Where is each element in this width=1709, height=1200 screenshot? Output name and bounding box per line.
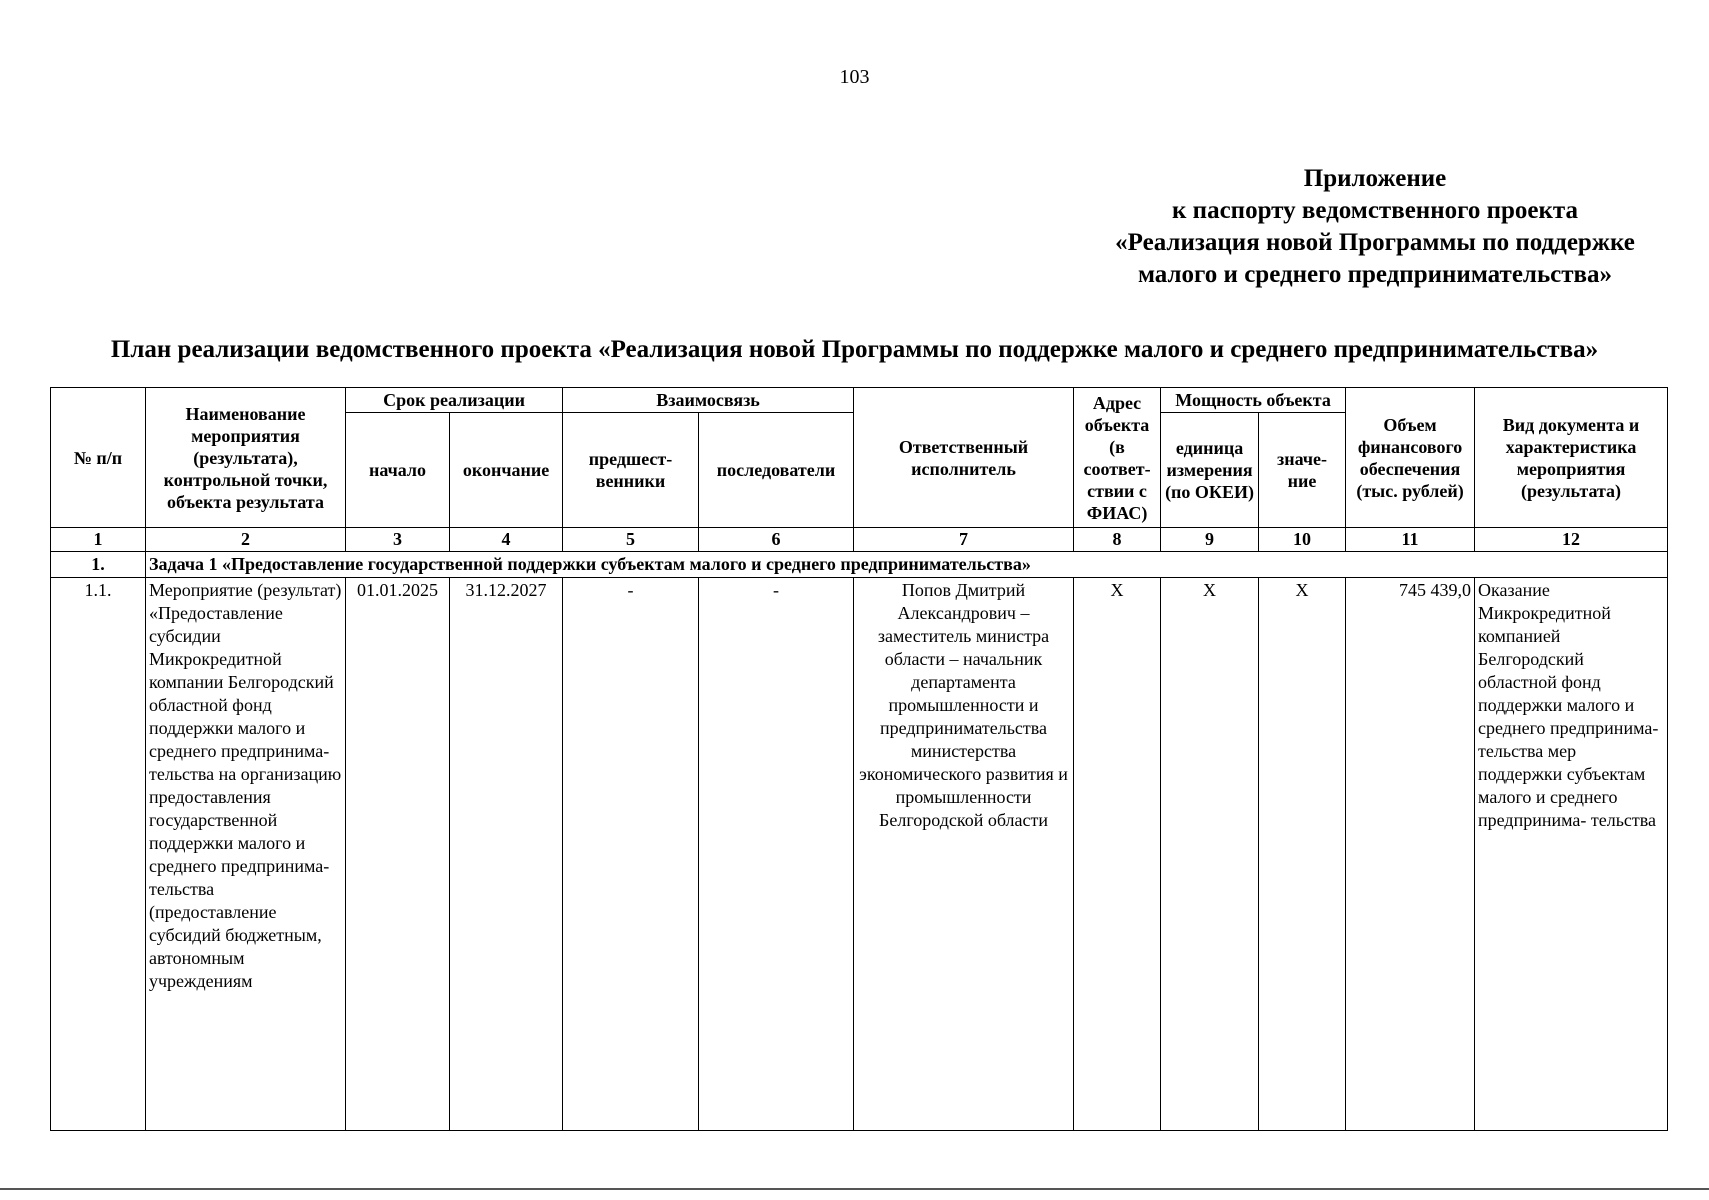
- plan-title: План реализации ведомственного проекта «Реализация новой Программы по поддержке малого и среднего предпринимательства»: [110, 336, 1599, 363]
- page-edge-line: [0, 1188, 1709, 1190]
- task-number: 1.: [51, 552, 146, 578]
- header-term-end: окончание: [450, 413, 563, 528]
- header-relation: Взаимосвязь: [563, 388, 854, 413]
- column-number: 4: [450, 528, 563, 552]
- appendix-line: малого и среднего предпринимательства»: [1137, 261, 1613, 288]
- header-predecessors: предшест- венники: [563, 413, 699, 528]
- column-number: 8: [1074, 528, 1161, 552]
- header-responsible: Ответственный исполнитель: [854, 388, 1074, 528]
- appendix-line: Приложение: [1303, 165, 1447, 192]
- task-title: Задача 1 «Предоставление государственной поддержки субъектам малого и среднего предпринимательства»: [146, 552, 1668, 578]
- column-number: 9: [1161, 528, 1259, 552]
- item-doc-type: Оказание Микрокредитной компанией Белгородский областной фонд поддержки малого и среднего предпринима- тельства мер поддержки субъектам малого и среднего предпринима- тельства: [1475, 578, 1668, 1131]
- table-row: [51, 578, 1668, 1131]
- column-number: 3: [346, 528, 450, 552]
- item-predecessors: -: [563, 578, 699, 1131]
- item-number: 1.1.: [51, 578, 146, 1131]
- item-value: X: [1259, 578, 1346, 1131]
- column-number: 5: [563, 528, 699, 552]
- header-unit: единица измерения (по ОКЕИ): [1161, 413, 1259, 528]
- item-unit: X: [1161, 578, 1259, 1131]
- item-responsible: Попов Дмитрий Александрович – заместитель министра области – начальник департамента промышленности и предпринимательства министерства экономического развития и промышленности Белгородской области: [854, 578, 1074, 1131]
- column-number: 11: [1346, 528, 1475, 552]
- header-term: Срок реализации: [346, 388, 563, 413]
- column-number: 12: [1475, 528, 1668, 552]
- item-name: Мероприятие (результат) «Предоставление субсидии Микрокредитной компании Белгородский областной фонд поддержки малого и среднего предпринима- тельства на организацию предоставления государственной поддержки малого и среднего предпринима- тельства (предоставление субсидий бюджетным, автономным учреждениям: [146, 578, 346, 1131]
- header-term-start: начало: [346, 413, 450, 528]
- item-address: X: [1074, 578, 1161, 1131]
- column-number: 10: [1259, 528, 1346, 552]
- item-successors: -: [699, 578, 854, 1131]
- item-funding: 745 439,0: [1346, 578, 1475, 1131]
- page-number: 103: [839, 66, 870, 88]
- column-number: 6: [699, 528, 854, 552]
- task-row: [51, 552, 1668, 578]
- column-number-row: [51, 528, 1668, 552]
- header-value: значе- ние: [1259, 413, 1346, 528]
- header-capacity: Мощность объекта: [1161, 388, 1346, 413]
- item-end-date: 31.12.2027: [450, 578, 563, 1131]
- column-number: 7: [854, 528, 1074, 552]
- appendix-heading: [1080, 163, 1670, 291]
- column-number: 1: [51, 528, 146, 552]
- header-row-top: [51, 388, 1668, 413]
- appendix-line: «Реализация новой Программы по поддержке: [1115, 229, 1635, 256]
- header-successors: последователи: [699, 413, 854, 528]
- header-name: Наименование мероприятия (результата), контрольной точки, объекта результата: [146, 388, 346, 528]
- column-number: 2: [146, 528, 346, 552]
- item-start-date: 01.01.2025: [346, 578, 450, 1131]
- header-address: Адрес объекта (в соответ- ствии с ФИАС): [1074, 388, 1161, 528]
- header-num: № п/п: [51, 388, 146, 528]
- header-funding: Объем финансового обеспечения (тыс. рублей): [1346, 388, 1475, 528]
- appendix-line: к паспорту ведомственного проекта: [1172, 197, 1578, 224]
- header-doc-type: Вид документа и характеристика мероприятия (результата): [1475, 388, 1668, 528]
- plan-table: [50, 387, 1668, 1131]
